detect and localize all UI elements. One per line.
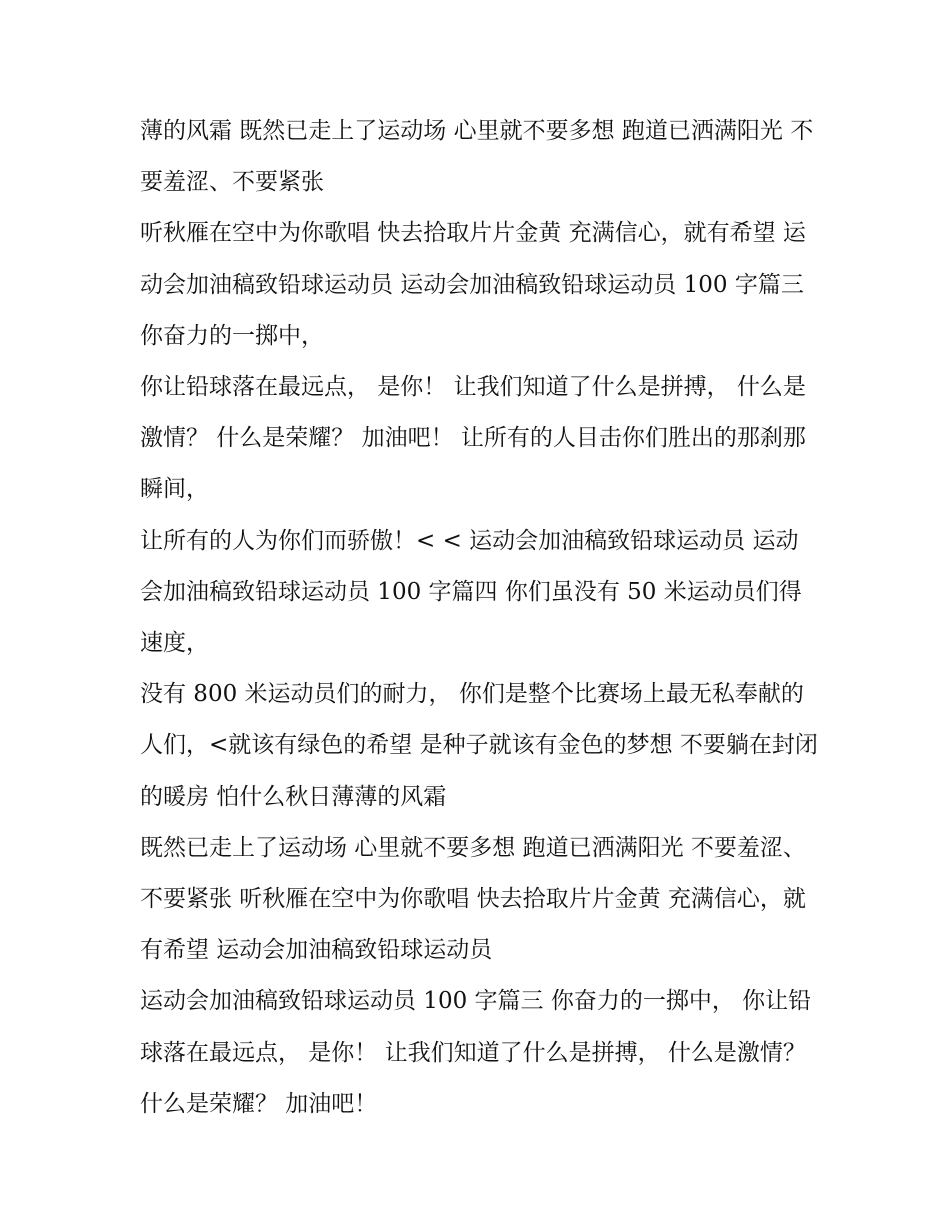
paragraph-5: 没有 800 米运动员们的耐力， 你们是整个比赛场上最无私奉献的人们，<就该有绿色的希望 是种子就该有金色的梦想 不要躺在封闭的暖房 怕什么秋日薄薄的风霜 (140, 681, 818, 810)
paragraph-4: 让所有的人为你们而骄傲！< < 运动会加油稿致铅球运动员 运动会加油稿致铅球运动员 100 字篇四 你们虽没有 50 米运动员们得速度， (140, 527, 802, 657)
paragraph-1: 薄的风霜 既然已走上了运动场 心里就不要多想 跑道已洒满阳光 不要羞涩、不要紧张 (140, 118, 814, 196)
paragraph-6: 既然已走上了运动场 心里就不要多想 跑道已洒满阳光 不要羞涩、不要紧张 听秋雁在空中为你歌唱 快去拾取片片金黄 充满信心，就有希望 运动会加油稿致铅球运动员 (140, 834, 806, 964)
document-body (140, 106, 820, 1130)
paragraph-7: 运动会加油稿致铅球运动员 100 字篇三 你奋力的一掷中， 你让铅球落在最远点， 是你！ 让我们知道了什么是拼搏， 什么是激情？ 什么是荣耀？ 加油吧！ (140, 988, 812, 1117)
paragraph-3: 你让铅球落在最远点， 是你！ 让我们知道了什么是拼搏， 什么是激情？ 什么是荣耀？ 加油吧！ 让所有的人目击你们胜出的那刹那瞬间， (140, 374, 806, 503)
paragraph-2: 听秋雁在空中为你歌唱 快去拾取片片金黄 充满信心，就有希望 运动会加油稿致铅球运动员 运动会加油稿致铅球运动员 100 字篇三 你奋力的一掷中， (140, 220, 806, 349)
